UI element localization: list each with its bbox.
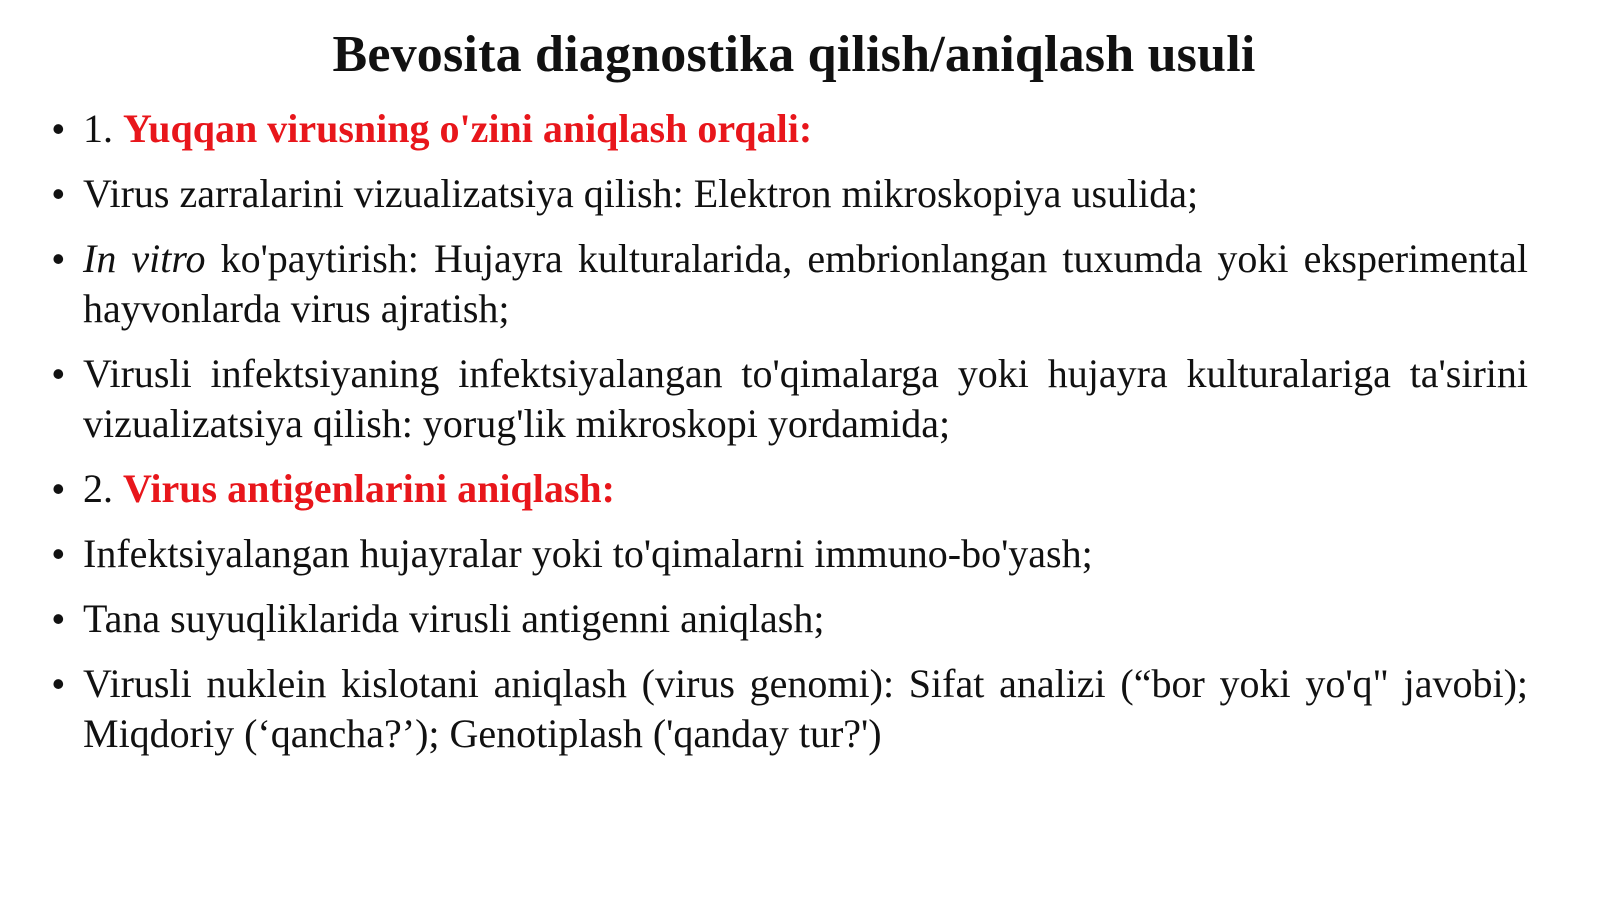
bullet-icon: • [52, 238, 65, 279]
bullet-icon: • [52, 173, 65, 214]
list-item-infection-effect [52, 349, 1528, 449]
list-item-section-2 [52, 464, 1528, 514]
item-text: Virusli infektsiyaning infektsiyalangan to'qimalarga yoki hujayra kulturalariga ta'sirini vizualizatsiya qilish: yorug'lik mikroskopi yordamida; [83, 351, 1528, 446]
list-item-nucleic-acid [52, 659, 1528, 759]
list-item-visualization [52, 169, 1528, 219]
item-italic-lead: In vitro [83, 236, 206, 281]
item-text: Tana suyuqliklarida virusli antigenni aniqlash; [83, 596, 825, 641]
slide-title: Bevosita diagnostika qilish/aniqlash usuli [332, 26, 1256, 83]
bullet-icon: • [52, 468, 65, 509]
bullet-list [52, 104, 1528, 774]
bullet-icon: • [52, 533, 65, 574]
list-item-immunostaining [52, 529, 1528, 579]
list-item-in-vitro [52, 234, 1528, 334]
list-item-section-1 [52, 104, 1528, 154]
item-text: Virusli nuklein kislotani aniqlash (virus genomi): Sifat analizi (“bor yoki yo'q" javobi); Miqdoriy (‘qancha?’); Genotiplash ('qanday tur?') [83, 661, 1528, 756]
bullet-icon: • [52, 353, 65, 394]
section-number: 1. [83, 106, 123, 151]
item-text: Virus zarralarini vizualizatsiya qilish: Elektron mikroskopiya usulida; [83, 171, 1199, 216]
bullet-icon: • [52, 598, 65, 639]
item-text: Infektsiyalangan hujayralar yoki to'qimalarni immuno-bo'yash; [83, 531, 1093, 576]
bullet-icon: • [52, 108, 65, 149]
bullet-icon: • [52, 663, 65, 704]
section-heading: Yuqqan virusning o'zini aniqlash orqali: [123, 106, 813, 151]
section-number: 2. [83, 466, 123, 511]
section-heading: Virus antigenlarini aniqlash: [123, 466, 615, 511]
item-text: ko'paytirish: Hujayra kulturalarida, embrionlangan tuxumda yoki eksperimental hayvonlarda virus ajratish; [83, 236, 1528, 331]
list-item-body-fluids [52, 594, 1528, 644]
